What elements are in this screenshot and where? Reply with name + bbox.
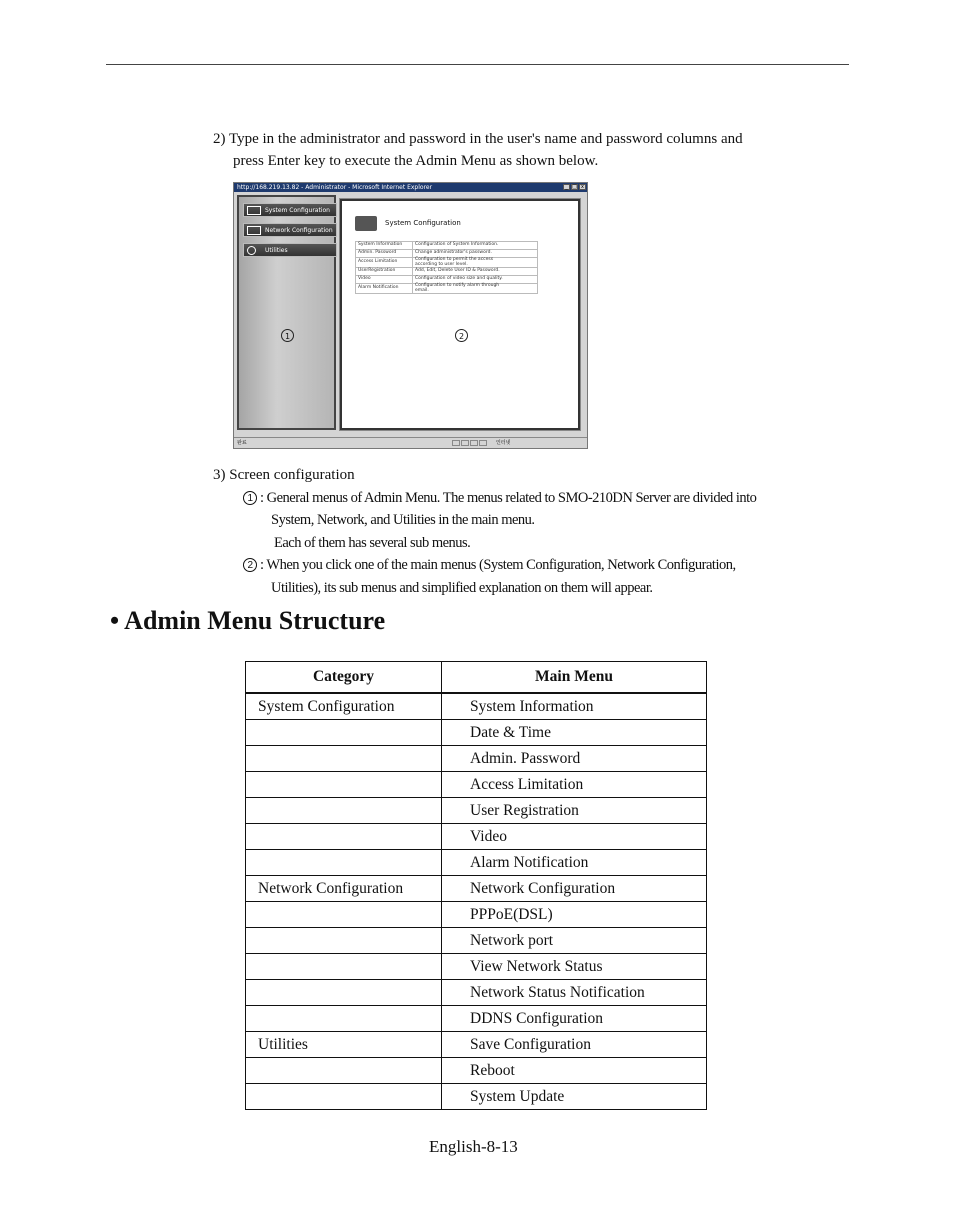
- table-row: [246, 1058, 707, 1084]
- minimize-icon: _: [563, 184, 570, 190]
- main-menu-cell: Network port: [442, 928, 707, 954]
- status-bar: 완료 인터넷: [234, 437, 587, 448]
- menu-system-configuration: System Configuration: [243, 203, 337, 217]
- marker-2: 2: [455, 329, 468, 342]
- category-cell: [246, 772, 442, 798]
- table-row: Video Configuration of video size and quality.: [356, 276, 538, 284]
- main-menu-cell: User Registration: [442, 798, 707, 824]
- category-cell: [246, 954, 442, 980]
- table-row: [246, 824, 707, 850]
- main-menu-cell: View Network Status: [442, 954, 707, 980]
- category-cell: [246, 1058, 442, 1084]
- item-2-line-1: 2 : When you click one of the main menus (System Configuration, Network Configuration,: [243, 554, 736, 576]
- menu-network-configuration: Network Configuration: [243, 223, 337, 237]
- main-menu-cell: Date & Time: [442, 720, 707, 746]
- table-row: Admin. Password Change administrator's password.: [356, 250, 538, 258]
- marker-1: 1: [281, 329, 294, 342]
- table-row: [246, 876, 707, 902]
- main-menu-cell: Network Status Notification: [442, 980, 707, 1006]
- left-menu-pane: [237, 195, 336, 430]
- category-cell: System Configuration: [246, 693, 442, 720]
- table-row: Access Limitation Configuration to permit the access according to user level.: [356, 258, 538, 268]
- item-2-line-2: Utilities), its sub menus and simplified explanation on them will appear.: [271, 580, 653, 596]
- table-row: [246, 1032, 707, 1058]
- panel-title: System Configuration: [385, 219, 461, 227]
- table-row: [246, 1084, 707, 1110]
- item-1-line-3: Each of them has several sub menus.: [274, 535, 471, 551]
- main-menu-cell: PPPoE(DSL): [442, 902, 707, 928]
- main-menu-cell: Access Limitation: [442, 772, 707, 798]
- main-menu-cell: DDNS Configuration: [442, 1006, 707, 1032]
- circled-number-1: 1: [243, 491, 257, 505]
- category-cell: [246, 980, 442, 1006]
- category-cell: [246, 746, 442, 772]
- page-number: English-8-13: [429, 1137, 518, 1156]
- screen-config-heading: 3) Screen configuration: [213, 467, 355, 483]
- circled-number-2: 2: [243, 558, 257, 572]
- item-1-line-1: 1 : General menus of Admin Menu. The menus related to SMO-210DN Server are divided into: [243, 487, 756, 509]
- menu-utilities: Utilities: [243, 243, 337, 257]
- main-menu-cell: Video: [442, 824, 707, 850]
- system-icon: [247, 206, 261, 215]
- main-menu-cell: Save Configuration: [442, 1032, 707, 1058]
- intro-line-1: 2) Type in the administrator and password in the user's name and password columns and: [213, 131, 743, 147]
- section-title: • Admin Menu Structure: [110, 606, 386, 635]
- network-icon: [247, 226, 261, 235]
- table-row: [246, 850, 707, 876]
- table-row: [246, 928, 707, 954]
- header-main-menu: Main Menu: [442, 662, 707, 694]
- intro-line-2: press Enter key to execute the Admin Menu as shown below.: [233, 153, 599, 169]
- table-row: Alarm Notification Configuration to notify alarm through email.: [356, 284, 538, 294]
- table-row: [246, 798, 707, 824]
- category-cell: Network Configuration: [246, 876, 442, 902]
- main-menu-cell: Network Configuration: [442, 876, 707, 902]
- category-cell: [246, 928, 442, 954]
- category-cell: [246, 1006, 442, 1032]
- utilities-icon: [247, 246, 256, 255]
- table-row: [246, 980, 707, 1006]
- table-row: [246, 1006, 707, 1032]
- admin-menu-structure-table: [245, 661, 707, 1110]
- table-row: System Information Configuration of System Information.: [356, 242, 538, 250]
- category-cell: [246, 1084, 442, 1110]
- table-row: UserRegistration Add, Edit, Delete User ID & Password.: [356, 268, 538, 276]
- submenu-table: [355, 241, 538, 294]
- status-cells: [452, 440, 487, 446]
- header-rule: [106, 64, 849, 65]
- category-cell: Utilities: [246, 1032, 442, 1058]
- table-row: [246, 693, 707, 720]
- header-category: Category: [246, 662, 442, 694]
- main-menu-cell: System Information: [442, 693, 707, 720]
- table-header-row: [246, 662, 707, 694]
- close-icon: x: [579, 184, 586, 190]
- category-cell: [246, 850, 442, 876]
- category-cell: [246, 798, 442, 824]
- table-row: [246, 954, 707, 980]
- main-menu-cell: System Update: [442, 1084, 707, 1110]
- maximize-icon: □: [572, 184, 577, 190]
- window-title: http://168.219.13.82 - Administrator - Microsoft Internet Explorer: [234, 183, 587, 192]
- category-cell: [246, 720, 442, 746]
- table-row: [246, 772, 707, 798]
- main-menu-cell: Reboot: [442, 1058, 707, 1084]
- category-cell: [246, 824, 442, 850]
- main-content-pane: [340, 199, 580, 430]
- category-cell: [246, 902, 442, 928]
- admin-menu-screenshot: [233, 182, 588, 449]
- main-menu-cell: Admin. Password: [442, 746, 707, 772]
- window-controls: [563, 184, 586, 190]
- table-row: [246, 902, 707, 928]
- table-row: [246, 720, 707, 746]
- configuration-icon: [355, 216, 377, 231]
- item-1-line-2: System, Network, and Utilities in the main menu.: [271, 512, 535, 528]
- main-menu-cell: Alarm Notification: [442, 850, 707, 876]
- table-row: [246, 746, 707, 772]
